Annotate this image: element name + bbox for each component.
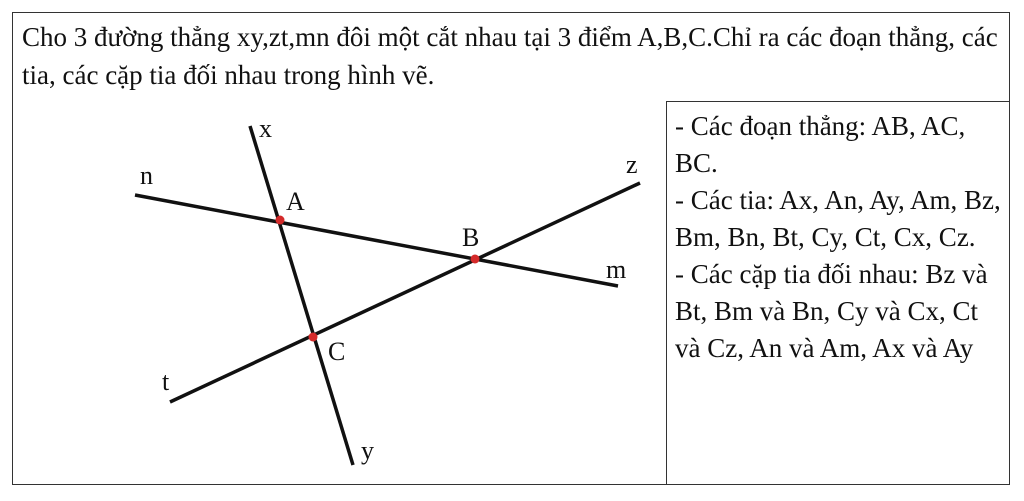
- answer-opposite-rays: - Các cặp tia đối nhau: Bz và Bt, Bm và Bn, Cy và Cx, Ct và Cz, An và Am, Ax và Ay: [675, 259, 988, 363]
- label-point-b: B: [462, 223, 480, 252]
- label-m: m: [606, 255, 627, 284]
- answer-box: [666, 101, 1010, 485]
- point-c: [309, 333, 318, 342]
- label-y: y: [361, 436, 374, 465]
- problem-statement: Cho 3 đường thẳng xy,zt,mn đôi một cắt nhau tại 3 điểm A,B,C.Chỉ ra các đoạn thẳng, các tia, các cặp tia đối nhau trong hình vẽ.: [22, 22, 998, 90]
- point-b: [471, 255, 480, 264]
- label-point-c: C: [328, 337, 346, 366]
- label-x: x: [259, 114, 272, 143]
- label-n: n: [140, 161, 153, 190]
- line-xy: [250, 126, 353, 465]
- label-t: t: [162, 367, 170, 396]
- line-mn: [135, 195, 618, 286]
- point-a: [276, 216, 285, 225]
- answer-rays: - Các tia: Ax, An, Ay, Am, Bz, Bm, Bn, Bt, Cy, Ct, Cx, Cz.: [675, 185, 1001, 252]
- answer-segments: - Các đoạn thẳng: AB, AC, BC.: [675, 111, 966, 178]
- label-z: z: [626, 150, 638, 179]
- label-point-a: A: [286, 187, 305, 216]
